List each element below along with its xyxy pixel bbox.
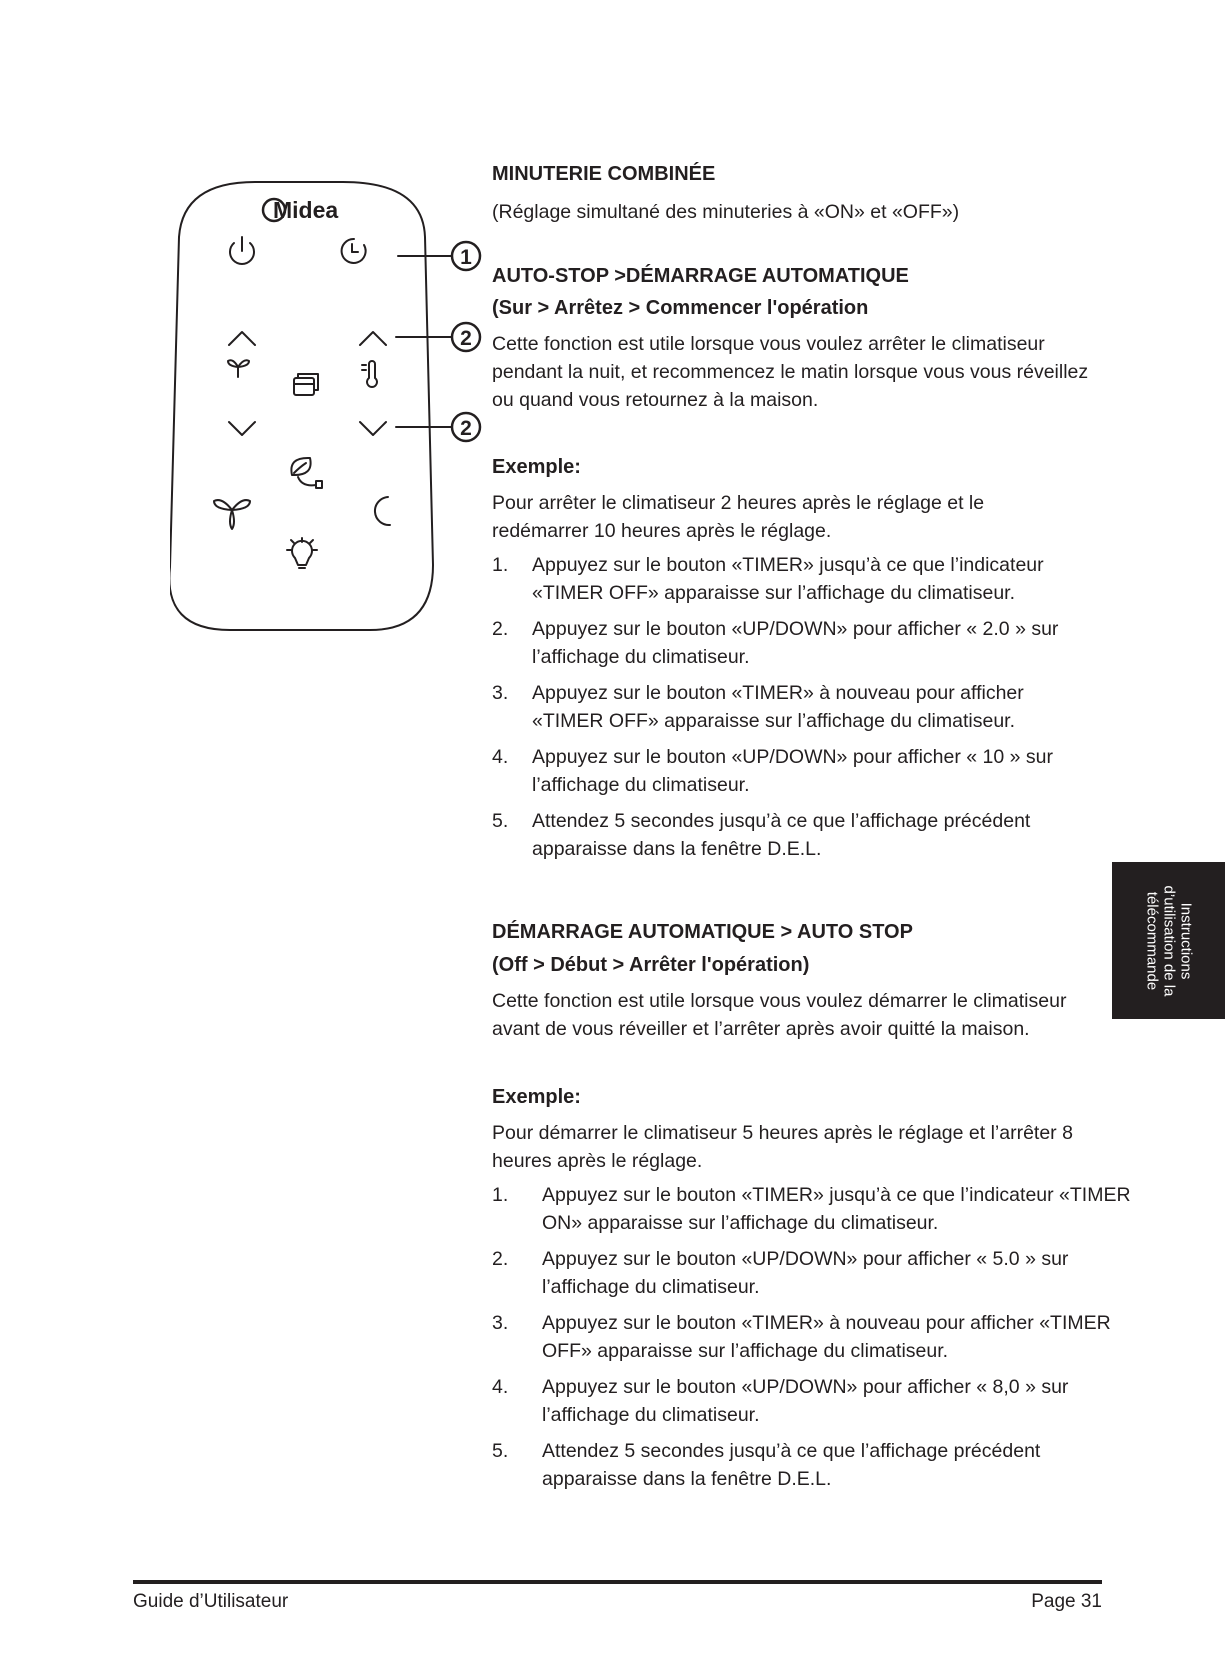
step-number: 5. bbox=[492, 1440, 509, 1462]
section-subtitle-auto-start-stop: (Off > Début > Arrêter l'opération) bbox=[492, 954, 810, 976]
footer-page-number: Page 31 bbox=[1031, 1591, 1102, 1612]
callout-number: 2 bbox=[460, 417, 472, 440]
side-tab-line: Instructions bbox=[1177, 902, 1194, 979]
list-item bbox=[492, 1181, 1132, 1237]
section-title-auto-stop-start: AUTO-STOP >DÉMARRAGE AUTOMATIQUE bbox=[492, 265, 909, 287]
step-text: Appuyez sur le bouton «UP/DOWN» pour afficher « 8,0 » sur l’affichage du climatiseur. bbox=[542, 1376, 1069, 1426]
eco-icon bbox=[291, 458, 322, 488]
list-item bbox=[492, 1245, 1132, 1301]
footer-divider bbox=[133, 1580, 1102, 1584]
remote-control-illustration bbox=[170, 175, 495, 635]
example-text: Pour démarrer le climatiseur 5 heures après le réglage et l’arrêter 8 heures après le réglage. bbox=[492, 1122, 1073, 1172]
remote-outline bbox=[170, 182, 433, 630]
step-text: Appuyez sur le bouton «TIMER» jusqu’à ce que l’indicateur «TIMER ON» apparaisse sur l’affichage du climatiseur. bbox=[542, 1184, 1131, 1234]
brand-logo-text: Midea bbox=[273, 197, 339, 223]
example-label: Exemple: bbox=[492, 1086, 581, 1108]
side-tab-line: d’utilisation de la bbox=[1160, 885, 1177, 996]
list-item bbox=[492, 615, 1092, 671]
section-subtitle-auto-stop-start: (Sur > Arrêtez > Commencer l'opération bbox=[492, 297, 869, 319]
step-text: Appuyez sur le bouton «TIMER» à nouveau pour afficher «TIMER OFF» apparaisse sur l’affichage du climatiseur. bbox=[542, 1312, 1111, 1362]
fan-icon bbox=[214, 500, 250, 529]
section-subtitle-combined-timer: (Réglage simultané des minuteries à «ON» et «OFF») bbox=[492, 201, 960, 223]
callout-number: 2 bbox=[460, 327, 472, 350]
temperature-icon bbox=[362, 361, 377, 387]
step-number: 4. bbox=[492, 1376, 509, 1398]
step-number: 5. bbox=[492, 810, 509, 832]
footer-guide-title: Guide d’Utilisateur bbox=[133, 1591, 289, 1612]
list-item bbox=[492, 807, 1092, 863]
section-description: Cette fonction est utile lorsque vous voulez arrêter le climatiseur pendant la nuit, et recommencez le matin lorsque vous vous réveillez ou quand vous retournez à la maison. bbox=[492, 333, 1089, 411]
down-chevron-icon bbox=[229, 422, 255, 435]
step-number: 3. bbox=[492, 1312, 509, 1334]
up-chevron-icon bbox=[229, 332, 255, 345]
callout-3 bbox=[452, 413, 480, 441]
chapter-side-tab-label bbox=[1143, 866, 1194, 1016]
callout-2 bbox=[452, 323, 480, 351]
step-text: Appuyez sur le bouton «TIMER» jusqu’à ce que l’indicateur «TIMER OFF» apparaisse sur l’affichage du climatiseur. bbox=[532, 554, 1044, 604]
callout-1 bbox=[452, 242, 480, 270]
down-chevron-icon bbox=[360, 422, 386, 435]
step-text: Appuyez sur le bouton «UP/DOWN» pour afficher « 5.0 » sur l’affichage du climatiseur. bbox=[542, 1248, 1069, 1298]
step-number: 2. bbox=[492, 618, 509, 640]
step-number: 1. bbox=[492, 1184, 509, 1206]
midea-logo bbox=[263, 197, 338, 223]
step-text: Appuyez sur le bouton «UP/DOWN» pour afficher « 10 » sur l’affichage du climatiseur. bbox=[532, 746, 1053, 796]
fan-speed-icon bbox=[228, 360, 249, 377]
sleep-icon bbox=[375, 497, 390, 525]
step-number: 1. bbox=[492, 554, 509, 576]
step-text: Appuyez sur le bouton «TIMER» à nouveau pour afficher «TIMER OFF» apparaisse sur l’affichage du climatiseur. bbox=[532, 682, 1024, 732]
timer-icon bbox=[342, 239, 366, 263]
list-item bbox=[492, 1309, 1132, 1365]
step-number: 3. bbox=[492, 682, 509, 704]
callout-number: 1 bbox=[460, 246, 472, 269]
light-icon bbox=[287, 538, 317, 568]
step-number: 4. bbox=[492, 746, 509, 768]
list-item bbox=[492, 743, 1092, 799]
side-tab-line: télécommande bbox=[1143, 891, 1160, 990]
power-icon bbox=[230, 237, 254, 264]
step-text: Appuyez sur le bouton «UP/DOWN» pour afficher « 2.0 » sur l’affichage du climatiseur. bbox=[532, 618, 1059, 668]
step-number: 2. bbox=[492, 1248, 509, 1270]
up-chevron-icon bbox=[360, 332, 386, 345]
mode-icon bbox=[294, 374, 318, 395]
list-item bbox=[492, 1437, 1132, 1493]
section-title-auto-start-stop: DÉMARRAGE AUTOMATIQUE > AUTO STOP bbox=[492, 921, 913, 943]
chapter-side-tab bbox=[1112, 862, 1225, 1019]
steps-list-auto-stop-start bbox=[492, 551, 1092, 871]
step-text: Attendez 5 secondes jusqu’à ce que l’affichage précédent apparaisse dans la fenêtre D.E.L. bbox=[532, 810, 1031, 860]
list-item bbox=[492, 679, 1092, 735]
list-item bbox=[492, 1373, 1132, 1429]
step-text: Attendez 5 secondes jusqu’à ce que l’affichage précédent apparaisse dans la fenêtre D.E.L. bbox=[542, 1440, 1041, 1490]
example-label: Exemple: bbox=[492, 456, 581, 478]
section-title-combined-timer: MINUTERIE COMBINÉE bbox=[492, 163, 716, 185]
section-description: Cette fonction est utile lorsque vous voulez démarrer le climatiseur avant de vous réveiller et l’arrêter après avoir quitté la maison. bbox=[492, 990, 1067, 1040]
list-item bbox=[492, 551, 1092, 607]
example-text: Pour arrêter le climatiseur 2 heures après le réglage et le redémarrer 10 heures après le réglage. bbox=[492, 492, 985, 542]
steps-list-auto-start-stop bbox=[492, 1181, 1132, 1501]
